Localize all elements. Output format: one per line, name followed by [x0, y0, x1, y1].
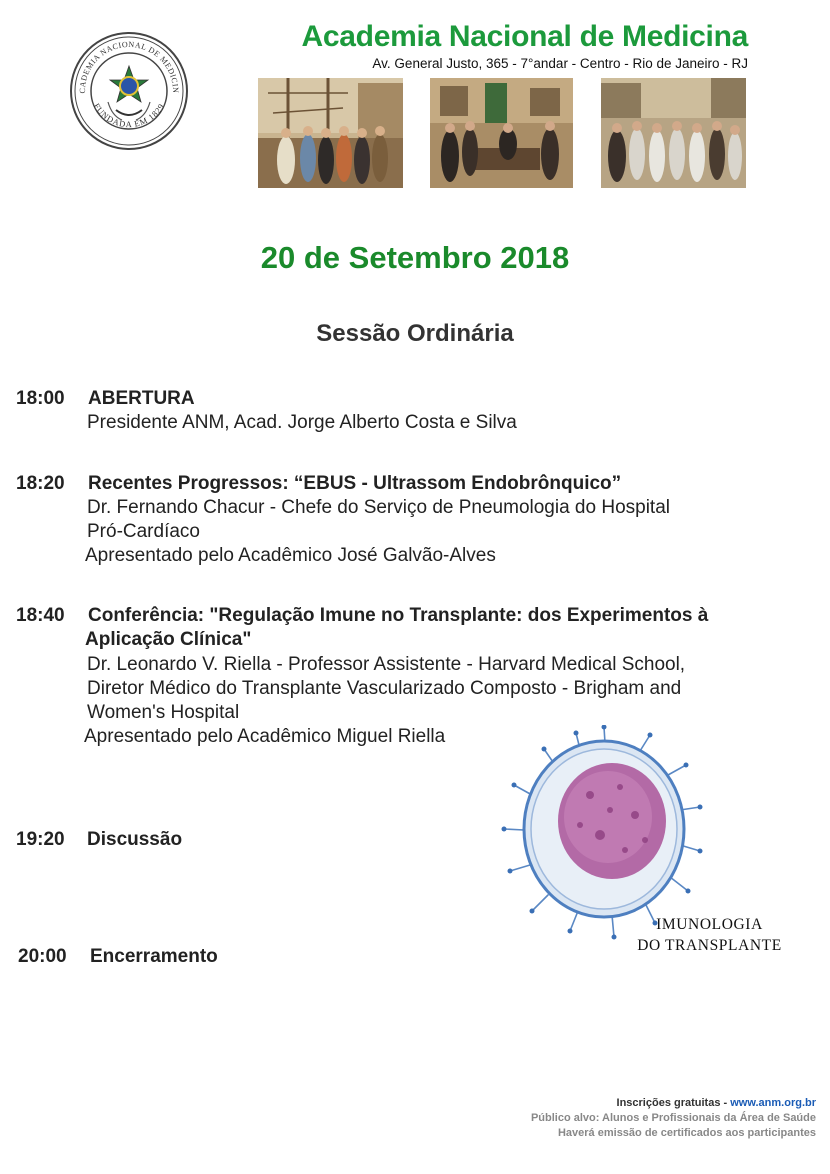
organization-name: Academia Nacional de Medicina	[301, 20, 748, 53]
program-line: Apresentado pelo Acadêmico José Galvão-Alves	[85, 545, 496, 566]
historical-painting-academy-founding	[430, 78, 573, 188]
program-time: 18:00	[16, 388, 65, 409]
session-type: Sessão Ordinária	[316, 320, 514, 347]
illustration-caption	[612, 914, 807, 956]
website-link[interactable]: www.anm.org.br	[730, 1097, 816, 1109]
program-title: Encerramento	[90, 946, 218, 967]
program-line: Apresentado pelo Acadêmico Miguel Riella	[84, 726, 446, 747]
program-time: 18:40	[16, 605, 65, 626]
program-title-continued: Aplicação Clínica"	[85, 629, 252, 650]
caption-line-1: IMUNOLOGIA	[656, 916, 763, 933]
program-title: Discussão	[87, 829, 183, 850]
program-title: Recentes Progressos: “EBUS - Ultrassom Endobrônquico”	[88, 473, 622, 494]
academy-seal-logo	[68, 30, 190, 152]
registration-label: Inscrições gratuitas -	[616, 1097, 731, 1109]
historical-painting-physicians-group	[601, 78, 746, 188]
program-line: Diretor Médico do Transplante Vascularizado Composto - Brigham and	[87, 678, 682, 699]
program-time: 19:20	[16, 829, 65, 850]
seal-text-top: CADEMIA NACIONAL DE MEDICIN	[77, 39, 181, 94]
program-line: Women's Hospital	[87, 702, 240, 723]
caption-line-2: DO TRANSPLANTE	[637, 937, 782, 954]
program-line: Presidente ANM, Acad. Jorge Alberto Costa e Silva	[87, 412, 517, 433]
program-line: Pró-Cardíaco	[87, 521, 200, 542]
seal-text-bottom: FUNDADA EM 1829	[91, 101, 167, 130]
certificates-line: Haverá emissão de certificados aos participantes	[557, 1127, 816, 1139]
historical-painting-ship-harbor	[258, 78, 403, 188]
program-time: 18:20	[16, 473, 65, 494]
program-time: 20:00	[18, 946, 67, 967]
registration-line	[531, 1096, 816, 1111]
footer-info	[531, 1096, 816, 1141]
program-line: Dr. Fernando Chacur - Chefe do Serviço de Pneumologia do Hospital	[87, 497, 670, 518]
program-title: Conferência: "Regulação Imune no Transplante: dos Experimentos à	[88, 605, 709, 626]
program-line: Dr. Leonardo V. Riella - Professor Assistente - Harvard Medical School,	[87, 654, 686, 675]
audience-line: Público alvo: Alunos e Profissionais da Área de Saúde	[530, 1112, 816, 1124]
program-title: ABERTURA	[88, 388, 195, 409]
event-date: 20 de Setembro 2018	[260, 240, 570, 275]
organization-address: Av. General Justo, 365 - 7°andar - Centro - Rio de Janeiro - RJ	[372, 56, 748, 71]
